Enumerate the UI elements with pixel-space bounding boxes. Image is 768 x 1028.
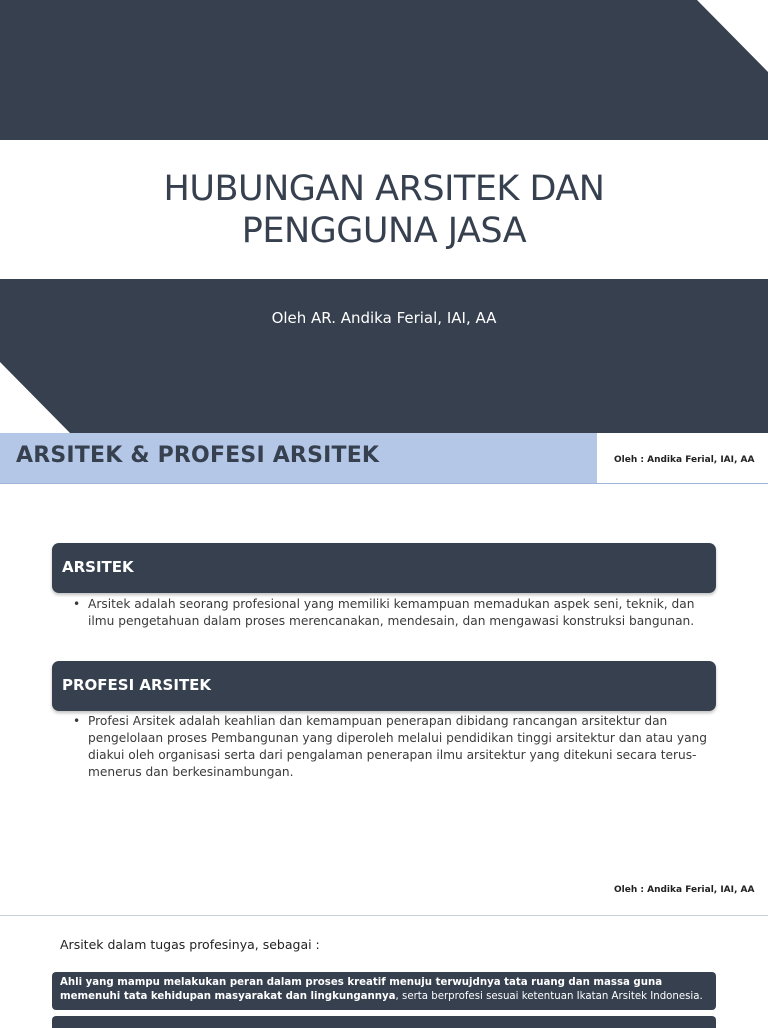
next-role-box xyxy=(52,1016,716,1028)
section-heading: PROFESI ARSITEK xyxy=(62,676,212,694)
role-box-text xyxy=(60,976,710,1004)
author-label-bottom: Oleh : Andika Ferial, IAI, AA xyxy=(614,885,755,895)
bullet-text: Profesi Arsitek adalah keahlian dan kemampuan penerapan dibidang rancangan arsitektur dan pengelolaan proses Pembangunan yang diperoleh melalui pendidikan tinggi arsitektur dan atau yang diakui oleh organisasi serta dari pengalaman penerapan ilmu arsitektur yang ditekuni secara terus-menerus dan berkesinambungan. xyxy=(88,714,708,779)
content-slide xyxy=(0,433,768,915)
role-box xyxy=(52,972,716,1010)
bottom-dark-band xyxy=(0,279,768,433)
bullet-icon: • xyxy=(73,597,81,611)
author-line: Oleh AR. Andika Ferial, IAI, AA xyxy=(271,309,497,327)
top-dark-band xyxy=(0,0,768,140)
title-slide xyxy=(0,0,768,433)
section-header-profesi-arsitek xyxy=(52,661,716,711)
intro-text: Arsitek dalam tugas profesinya, sebagai : xyxy=(60,937,320,952)
role-text-normal: , serta berprofesi sesuai ketentuan Ikatan Arsitek Indonesia. xyxy=(395,991,703,1002)
title-area xyxy=(0,140,768,279)
author-label-top: Oleh : Andika Ferial, IAI, AA xyxy=(614,455,755,465)
bullet-item xyxy=(74,596,714,630)
slide-heading: ARSITEK & PROFESI ARSITEK xyxy=(16,443,380,468)
role-text-bold: Ahli yang mampu melakukan peran dalam proses kreatif menuju terwujdnya tata ruang dan massa guna memenuhi tata kehidupan masyarakat dan lingkungannya xyxy=(60,977,663,1002)
bullet-icon: • xyxy=(73,714,81,728)
bullet-text: Arsitek adalah seorang profesional yang memiliki kemampuan memadukan aspek seni, teknik, dan ilmu pengetahuan dalam proses merencanakan, mendesain, dan mengawasi konstruksi bangunan. xyxy=(88,597,695,628)
bullet-item xyxy=(74,713,714,781)
section-header-arsitek xyxy=(52,543,716,593)
partial-slide xyxy=(0,915,768,1025)
section-heading: ARSITEK xyxy=(62,558,134,576)
slide-header-bar xyxy=(0,433,597,484)
slide-title: HUBUNGAN ARSITEK DAN PENGGUNA JASA xyxy=(163,168,605,251)
